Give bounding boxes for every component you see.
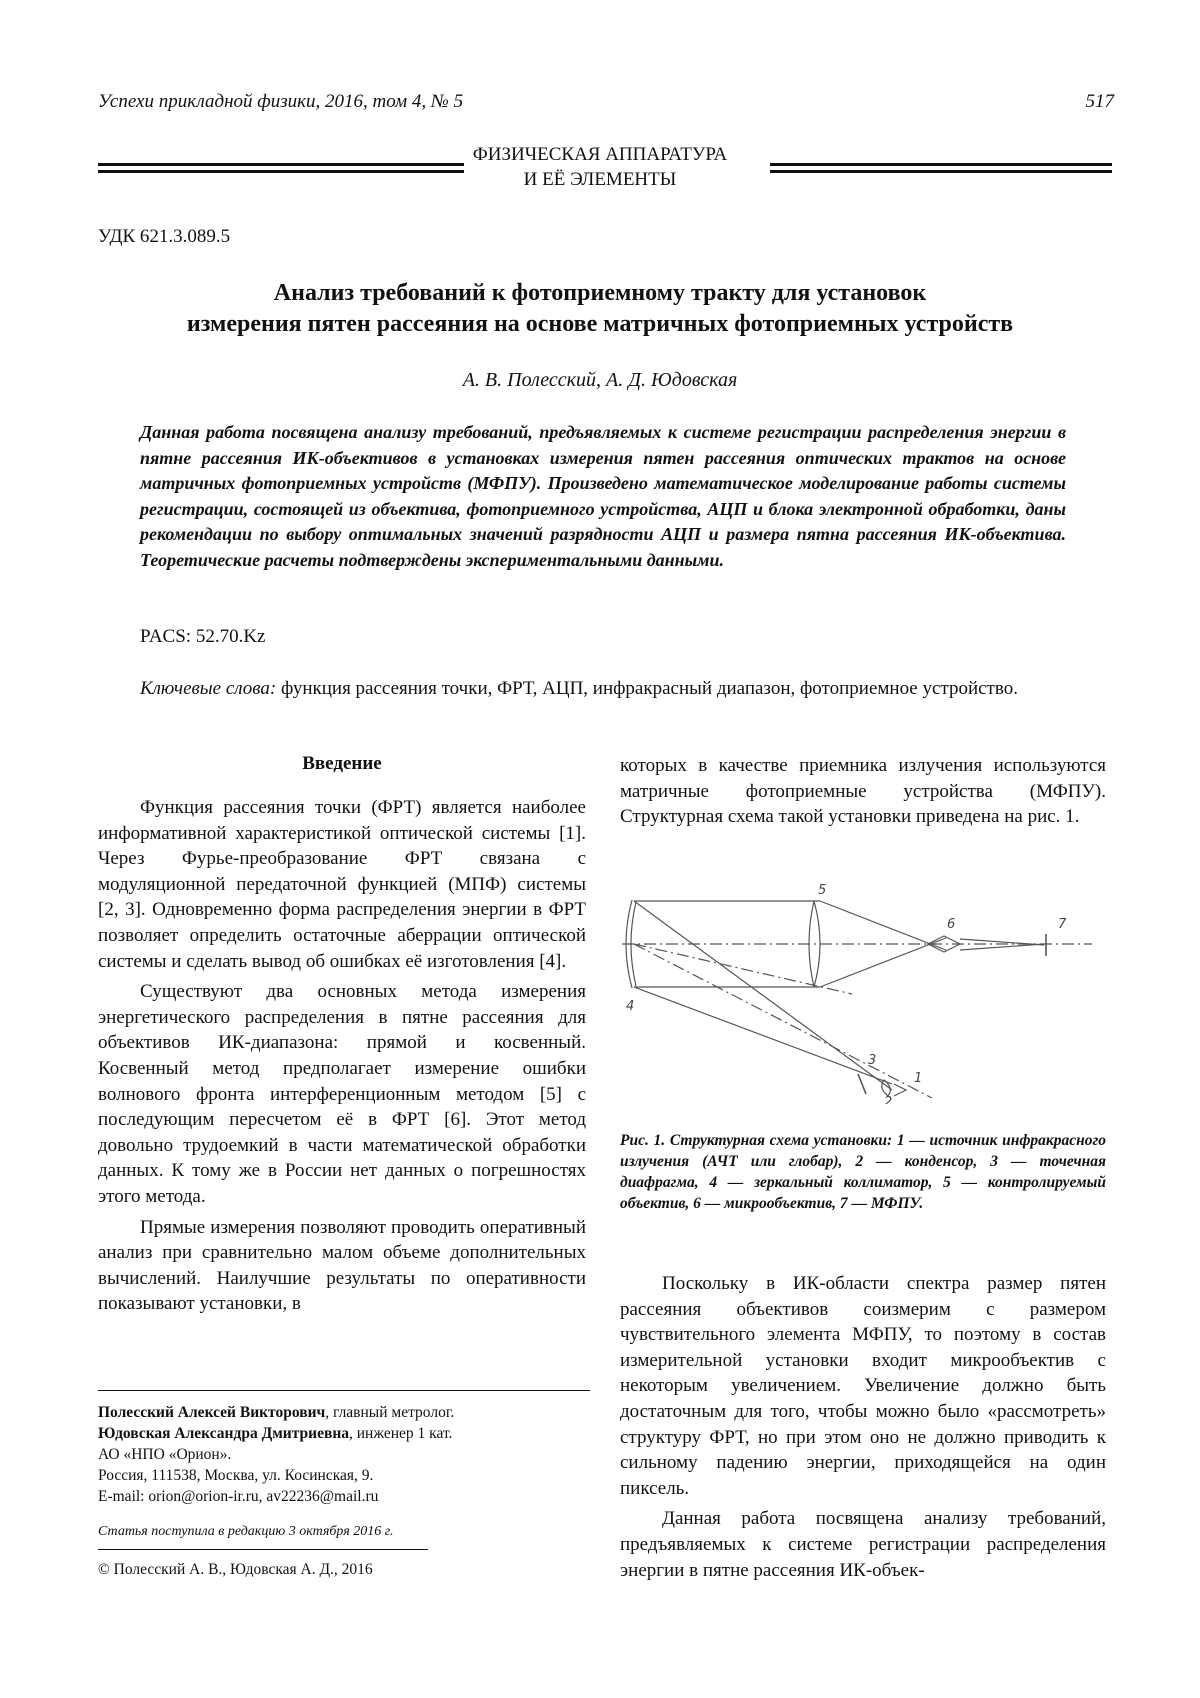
author-footnote [98, 1402, 598, 1507]
label-4: 4 [626, 999, 635, 1014]
author2-name: Юдовская Александра Дмитриевна [98, 1425, 350, 1442]
footnote-author1 [98, 1402, 598, 1423]
paragraph: Поскольку в ИК-области спектра размер пятен рассеяния объективов соизмерим с размером чувствительного элемента МФПУ, то поэтому в состав измерительной установки входит микрообъектив с некоторым увеличением. Увеличение должно быть достаточным для того, чтобы можно было «рассмотреть» структуру ФРТ, но при этом оно не должно приводить к сильному падению энергии, приходящейся на один пиксель. [620, 1273, 1106, 1499]
article-title [0, 278, 1200, 340]
footnote-org: АО «НПО «Орион». [98, 1446, 232, 1463]
section-rule-left [98, 163, 464, 173]
label-2: 2 [884, 1095, 893, 1104]
figure-1 [622, 884, 1108, 1109]
label-3: 3 [868, 1053, 877, 1068]
copyright: © Полесский А. В., Юдовская А. Д., 2016 [98, 1561, 373, 1578]
left-column [98, 795, 586, 1317]
paragraph: Существуют два основных метода измерения энергетического распределения в пятне рассеяния для объективов ИК-диапазона: прямой и косвенный. Косвенный метод предполагает измерение ошибки волнового фронта интерференционным методом [5] с последующим пересчетом её в ФРТ [6]. Этот метод довольно трудоемкий в части математической обработки данных. К тому же в России нет данных о погрешностях этого метода. [98, 981, 586, 1207]
optical-scheme-diagram [622, 884, 1108, 1104]
intro-heading: Введение [302, 753, 382, 774]
article-authors: А. В. Полесский, А. Д. Юдовская [462, 369, 738, 391]
paragraph: Прямые измерения позволяют проводить оперативный анализ при сравнительно малом объеме дополнительных вычислений. Наилучшие результаты по оперативности показывают установки, в [98, 1216, 586, 1315]
ray-source-1 [634, 901, 892, 1090]
keywords [140, 676, 1066, 702]
label-5: 5 [818, 884, 827, 898]
section-rule-right [770, 163, 1112, 173]
author1-role: , главный метролог. [325, 1404, 455, 1421]
paragraph: Функция рассеяния точки (ФРТ) является наиболее информативной характеристикой оптической системы [1]. Через Фурье-преобразование ФРТ связана с модуляционной передаточной функцией (МПФ) системы [2, 3]. Одновременно форма распределения энергии в ФРТ позволяет определить остаточные аберрации оптической системы и сделать вывод об ошибках её изготовления [4]. [98, 797, 586, 972]
keywords-text: функция рассеяния точки, ФРТ, АЦП, инфракрасный диапазон, фотоприемное устройство. [281, 678, 1018, 699]
label-1: 1 [914, 1071, 923, 1086]
section-heading-line1: ФИЗИЧЕСКАЯ АППАРАТУРА [472, 144, 728, 165]
pinhole-diaphragm [858, 1074, 866, 1094]
footnote-address: Россия, 111538, Москва, ул. Косинская, 9. [98, 1467, 374, 1484]
received-date: Статья поступила в редакцию 3 октября 2016 г. [98, 1524, 394, 1539]
article-title-line2: измерения пятен рассеяния на основе матричных фотоприемных устройств [186, 311, 1014, 337]
label-7: 7 [1058, 917, 1067, 932]
author2-role: , инженер 1 кат. [349, 1425, 453, 1442]
paragraph: которых в качестве приемника излучения используются матричные фотоприемные устройства (МФПУ). Структурная схема такой установки приведена на рис. 1. [620, 755, 1106, 828]
branch-axis [634, 944, 932, 1098]
right-column-bottom [620, 1271, 1106, 1583]
section-heading-line2: И ЕЁ ЭЛЕМЕНТЫ [523, 169, 677, 190]
ray-detector-bottom [960, 944, 1044, 950]
ir-source [894, 1084, 906, 1096]
footnote-email: E-mail: orion@orion-ir.ru, av22236@mail.ru [98, 1488, 379, 1505]
ray-top [820, 901, 946, 950]
pacs-code: PACS: 52.70.Kz [140, 626, 266, 647]
footnote-rule [98, 1390, 590, 1391]
author1-name: Полесский Алексей Викторович [98, 1404, 326, 1421]
keywords-label: Ключевые слова: [140, 678, 277, 699]
udk-code: УДК 621.3.089.5 [98, 226, 231, 247]
ray-bottom [820, 938, 946, 987]
label-6: 6 [947, 917, 956, 932]
figure-caption: Рис. 1. Структурная схема установки: 1 — источник инфракрасного излучения (АЧТ или глобар), 2 — конденсор, 3 — точечная диафрагма, 4 — зеркальный коллиматор, 5 — контролируемый объектив, 6 — микрообъектив, 7 — МФПУ. [620, 1132, 1106, 1212]
footnote-author2 [98, 1423, 598, 1444]
page-number: 517 [1085, 91, 1114, 112]
abstract: Данная работа посвящена анализу требований, предъявляемых к системе регистрации распределения энергии в пятне рассеяния ИК-объективов в установках измерения пятен рассеяния оптических трактов на основе матричных фотоприемных устройств (МФПУ). Произведено математическое моделирование работы системы регистрации, состоящей из объектива, фотоприемного устройства, АЦП и блока электронной обработки, даны рекомендации по выбору оптимальных значений разрядности АЦП и размера пятна рассеяния ИК-объектива. Теоретические расчеты подтверждены экспериментальными данными. [140, 422, 1066, 570]
right-column-top [620, 753, 1106, 830]
paragraph: Данная работа посвящена анализу требований, предъявляемых к системе регистрации распределения энергии в пятне рассеяния ИК-объек- [620, 1508, 1106, 1581]
journal-name: Успехи прикладной физики, 2016, том 4, № 5 [98, 91, 464, 112]
article-title-line1: Анализ требований к фотоприемному тракту для установок [273, 280, 927, 306]
ray-source-2 [634, 987, 892, 1084]
copyright-rule [98, 1549, 428, 1550]
